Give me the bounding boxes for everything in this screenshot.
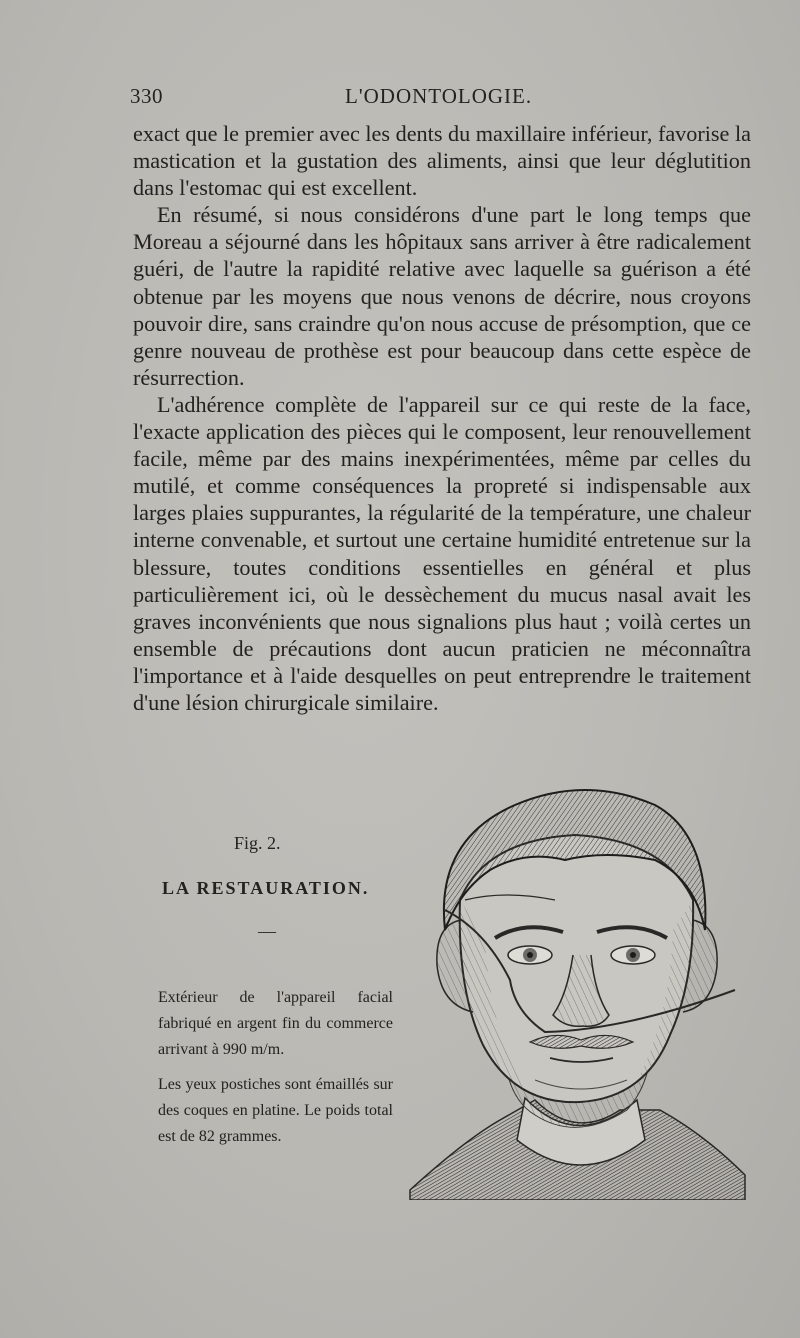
figure-dash: — [258, 921, 276, 941]
figure-description-2: Les yeux postiches sont émaillés sur des coques en platine. Le poids total est de 82 grammes. [158, 1076, 393, 1145]
figure-description-1: Extérieur de l'appareil facial fabriqué en argent fin du commerce arrivant à 990 m/m. [158, 989, 393, 1058]
paragraph-2: En résumé, si nous considérons d'une part le long temps que Moreau a séjourné dans les hôpitaux sans arriver à être radicalement guéri, de l'autre la rapidité relative avec laquelle sa guérison a été obtenue par les moyens que nous venons de décrire, nous croyons pouvoir dire, sans craindre qu'on nous accuse de présomption, que ce genre nouveau de prothèse est pour beaucoup dans cette espèce de résurrection. [133, 202, 751, 390]
portrait-engraving [405, 780, 750, 1200]
paragraph-3: L'adhérence complète de l'appareil sur ce qui reste de la face, l'exacte application des pièces qui le composent, leur renouvellement facile, même par des mains inexpérimentées, même par celles du mutilé, et comme conséquences la propreté si indispensable aux larges plaies suppurantes, la régularité de la température, une chaleur interne convenable, et surtout une certaine humidité entretenue sur la blessure, toutes conditions essentielles en général et plus particulièrement ici, où le dessèchement du mucus nasal avait les graves inconvénients que nous signalions plus haut ; voilà certes un ensemble de précautions dont aucun praticien ne méconnaîtra l'importance et à l'aide desquelles on peut entreprendre le traitement d'une lésion chirurgicale similaire. [133, 391, 751, 715]
page-number: 330 [130, 84, 163, 108]
figure-title: LA RESTAURATION. [162, 878, 370, 898]
body-text [133, 120, 751, 716]
running-title: L'ODONTOLOGIE. [345, 84, 533, 108]
figure-number: Fig. 2. [234, 833, 281, 853]
page-header [130, 84, 750, 114]
paragraph-1: exact que le premier avec les dents du maxillaire inférieur, favorise la mastication et la gustation des aliments, ainsi que leur déglutition dans l'estomac qui est excellent. [133, 121, 751, 201]
